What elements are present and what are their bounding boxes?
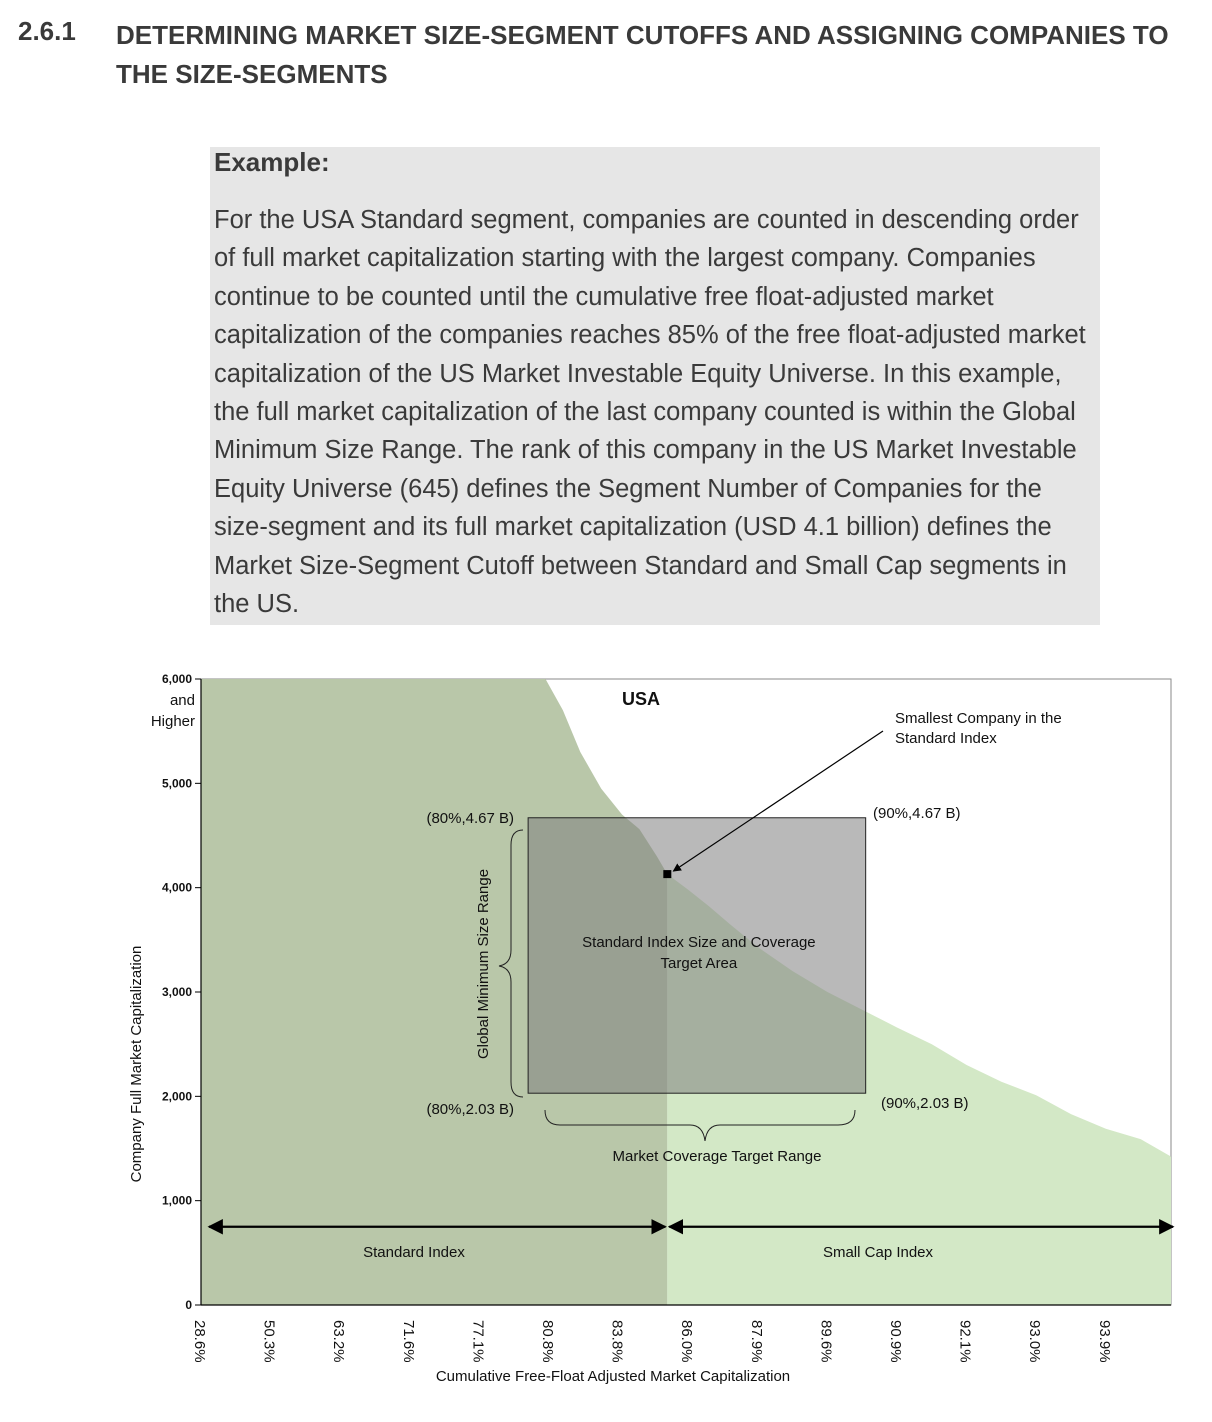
standard-index-label: Standard Index [363, 1244, 465, 1261]
y-tick-label: 4,000 [161, 880, 192, 895]
x-tick-label: 86.0% [678, 1320, 696, 1363]
smallest-company-label-line2: Standard Index [895, 730, 997, 747]
smallest-company-marker [663, 870, 671, 878]
section-number: 2.6.1 [18, 16, 76, 46]
y-tick-label: 6,000 [161, 672, 192, 686]
x-tick-label: 77.1% [469, 1320, 487, 1363]
y-tick-extra-and: and [169, 692, 195, 709]
x-tick-label: 93.9% [1095, 1320, 1113, 1363]
y-tick-label: 1,000 [161, 1193, 192, 1208]
example-title: Example: [214, 147, 330, 177]
y-tick-label: 2,000 [161, 1089, 192, 1104]
smallest-company-label-line1: Smallest Company in the [895, 710, 1062, 727]
x-tick-label: 83.8% [608, 1320, 626, 1363]
x-axis-title: Cumulative Free-Float Adjusted Market Capitalization [435, 1368, 791, 1385]
x-tick-label: 50.3% [260, 1320, 278, 1363]
y-tick-label: 3,000 [161, 985, 192, 999]
y-tick-label: 5,000 [161, 776, 192, 791]
annotation-top-right: (90%,4.67 B) [873, 805, 961, 822]
section-title: DETERMINING MARKET SIZE-SEGMENT CUTOFFS AND ASSIGNING COMPANIES TO THE SIZE-SEGMENTS [116, 20, 1169, 89]
x-tick-label: 71.6% [399, 1320, 417, 1363]
chart-title: USA [621, 689, 661, 709]
annotation-top-left: (80%,4.67 B) [426, 810, 514, 827]
y-tick-extra-higher: Higher [150, 713, 195, 730]
y-tick-label: 0 [185, 1298, 192, 1312]
target-area-label-line1: Standard Index Size and Coverage [582, 933, 816, 951]
x-tick-label: 92.1% [956, 1320, 974, 1363]
size-range-label: Global Minimum Size Range [475, 868, 492, 1060]
annotation-bottom-left: (80%,2.03 B) [426, 1101, 514, 1118]
x-tick-label: 28.6% [191, 1320, 208, 1363]
small-cap-index-label: Small Cap Index [822, 1244, 934, 1261]
y-axis-title: Company Full Market Capitalization [128, 945, 145, 1183]
x-tick-label: 87.9% [747, 1320, 765, 1363]
x-tick-label: 89.6% [817, 1320, 835, 1363]
x-tick-label: 90.9% [887, 1320, 904, 1363]
target-area-label-line2: Target Area [660, 954, 738, 972]
example-body: For the USA Standard segment, companies are counted in descending order of full market capitalization starting with the largest company. Companies continue to be counted until the cumulative free float-adjusted market capitalization of the companies reaches 85% of the free float-adjusted market capitalization of the US Market Investable Equity Universe. In this example, the full market capitalization of the last company counted is within the Global Minimum Size Range. The rank of this company in the US Market Investable Equity Universe (645) defines the Segment Number of Companies for the size-segment and its full market capitalization (USD 4.1 billion) defines the Market Size-Segment Cutoff between Standard and Small Cap segments in the US. [214, 206, 1086, 619]
x-tick-label: 80.8% [539, 1320, 556, 1363]
x-tick-label: 93.0% [1026, 1320, 1044, 1363]
x-tick-label: 63.2% [330, 1320, 348, 1363]
coverage-range-label: Market Coverage Target Range [612, 1148, 822, 1165]
annotation-bottom-right: (90%,2.03 B) [881, 1095, 969, 1112]
